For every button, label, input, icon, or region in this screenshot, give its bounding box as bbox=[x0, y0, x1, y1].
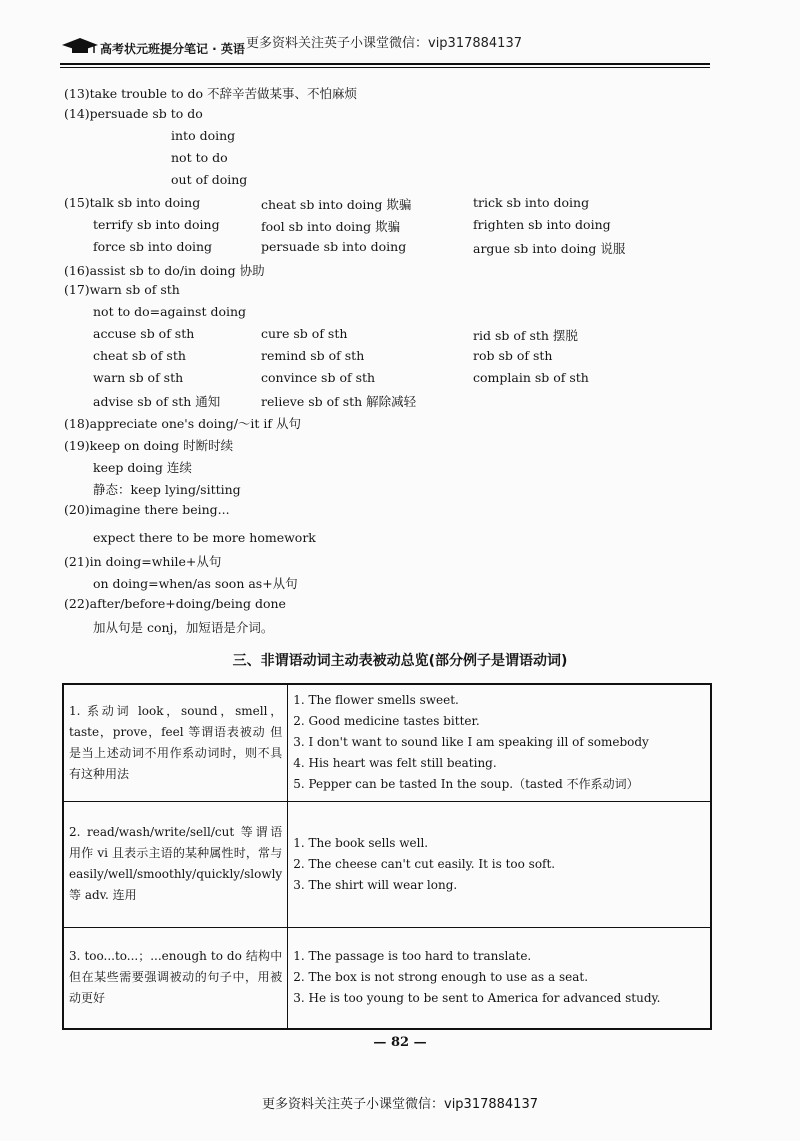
note-line: (22)after/before+doing/being done bbox=[64, 596, 286, 611]
note-line: (15)talk sb into doing bbox=[64, 195, 201, 210]
examples-cell bbox=[288, 801, 711, 927]
note-line: (18)appreciate one's doing/～it if 从句 bbox=[64, 416, 302, 431]
note-line: convince sb of sth bbox=[261, 370, 376, 385]
section-title: 三、非谓语动词主动表被动总览(部分例子是谓语动词) bbox=[232, 653, 568, 669]
note-line: warn sb of sth bbox=[93, 370, 184, 385]
example-line: 1. The flower smells sweet. bbox=[293, 693, 459, 708]
examples-cell bbox=[288, 927, 711, 1029]
note-line: cheat sb into doing 欺骗 bbox=[261, 197, 412, 212]
note-line: out of doing bbox=[171, 172, 248, 187]
note-line: cheat sb of sth bbox=[93, 348, 186, 363]
header-watermark: 更多资料关注英子小课堂微信：vip317884137 bbox=[246, 36, 522, 51]
note-line: argue sb into doing 说服 bbox=[473, 241, 626, 256]
rule-cell: 1. 系动词 look，sound，smell，taste，prove，feel 等谓语表被动 但是当上述动词不用作系动词时，则不具有这种用法 bbox=[63, 684, 288, 801]
passive-meaning-table bbox=[62, 683, 712, 1030]
book-title: 高考状元班提分笔记 · 英语 bbox=[100, 42, 245, 56]
note-line: (16)assist sb to do/in doing 协助 bbox=[64, 263, 265, 278]
note-line: advise sb of sth 通知 bbox=[93, 394, 221, 409]
note-line: not to do bbox=[171, 150, 228, 165]
rule-cell: 2. read/wash/write/sell/cut 等谓语用作 vi 且表示主语的某种属性时，常与 easily/well/smoothly/quickly/slowly 等 adv. 连用 bbox=[63, 801, 288, 927]
page-header bbox=[60, 30, 710, 70]
table-row bbox=[63, 801, 711, 927]
note-line: (14)persuade sb to do bbox=[64, 106, 203, 121]
example-line: 5. Pepper can be tasted In the soup.（tasted 不作系动词） bbox=[293, 777, 639, 792]
note-line: persuade sb into doing bbox=[261, 239, 407, 254]
note-line: on doing=when/as soon as+从句 bbox=[93, 576, 298, 591]
example-line: 2. Good medicine tastes bitter. bbox=[293, 714, 480, 729]
example-line: 3. The shirt will wear long. bbox=[293, 877, 458, 892]
example-line: 2. The box is not strong enough to use as a seat. bbox=[293, 970, 589, 985]
footer-watermark: 更多资料关注英子小课堂微信：vip317884137 bbox=[262, 1097, 538, 1112]
rule-cell: 3. too...to...；...enough to do 结构中但在某些需要强调被动的句子中，用被动更好 bbox=[63, 927, 288, 1029]
note-line: expect there to be more homework bbox=[93, 530, 316, 545]
note-line: keep doing 连续 bbox=[93, 460, 192, 475]
example-line: 4. His heart was felt still beating. bbox=[293, 756, 497, 771]
examples-cell bbox=[288, 684, 711, 801]
note-line: 加从句是 conj，加短语是介词。 bbox=[93, 620, 274, 635]
header-rule-thin bbox=[60, 67, 710, 68]
note-line: (19)keep on doing 时断时续 bbox=[64, 438, 234, 453]
note-line: terrify sb into doing bbox=[93, 217, 220, 232]
note-line: (17)warn sb of sth bbox=[64, 282, 180, 297]
note-line: rob sb of sth bbox=[473, 348, 553, 363]
page-number: — 82 — bbox=[373, 1035, 427, 1050]
note-line: frighten sb into doing bbox=[473, 217, 611, 232]
example-line: 3. I don't want to sound like I am speaking ill of somebody bbox=[293, 735, 649, 750]
table-row bbox=[63, 684, 711, 801]
note-line: into doing bbox=[171, 128, 236, 143]
note-line: not to do=against doing bbox=[93, 304, 247, 319]
note-line: cure sb of sth bbox=[261, 326, 348, 341]
example-line: 1. The passage is too hard to translate. bbox=[293, 949, 532, 964]
note-line: force sb into doing bbox=[93, 239, 213, 254]
example-line: 2. The cheese can't cut easily. It is too soft. bbox=[293, 856, 556, 871]
note-line: (13)take trouble to do 不辞辛苦做某事、不怕麻烦 bbox=[64, 86, 358, 101]
table-row bbox=[63, 927, 711, 1029]
note-line: rid sb of sth 摆脱 bbox=[473, 328, 578, 343]
header-rule bbox=[60, 63, 710, 65]
graduation-cap-icon bbox=[60, 36, 100, 56]
note-line: 静态：keep lying/sitting bbox=[93, 482, 241, 497]
example-line: 1. The book sells well. bbox=[293, 835, 429, 850]
note-line: complain sb of sth bbox=[473, 370, 589, 385]
note-line: relieve sb of sth 解除减轻 bbox=[261, 394, 417, 409]
note-line: (21)in doing=while+从句 bbox=[64, 554, 222, 569]
note-line: trick sb into doing bbox=[473, 195, 590, 210]
note-line: (20)imagine there being... bbox=[64, 502, 230, 517]
note-line: accuse sb of sth bbox=[93, 326, 195, 341]
note-line: fool sb into doing 欺骗 bbox=[261, 219, 401, 234]
example-line: 3. He is too young to be sent to America for advanced study. bbox=[293, 991, 661, 1006]
note-line: remind sb of sth bbox=[261, 348, 365, 363]
